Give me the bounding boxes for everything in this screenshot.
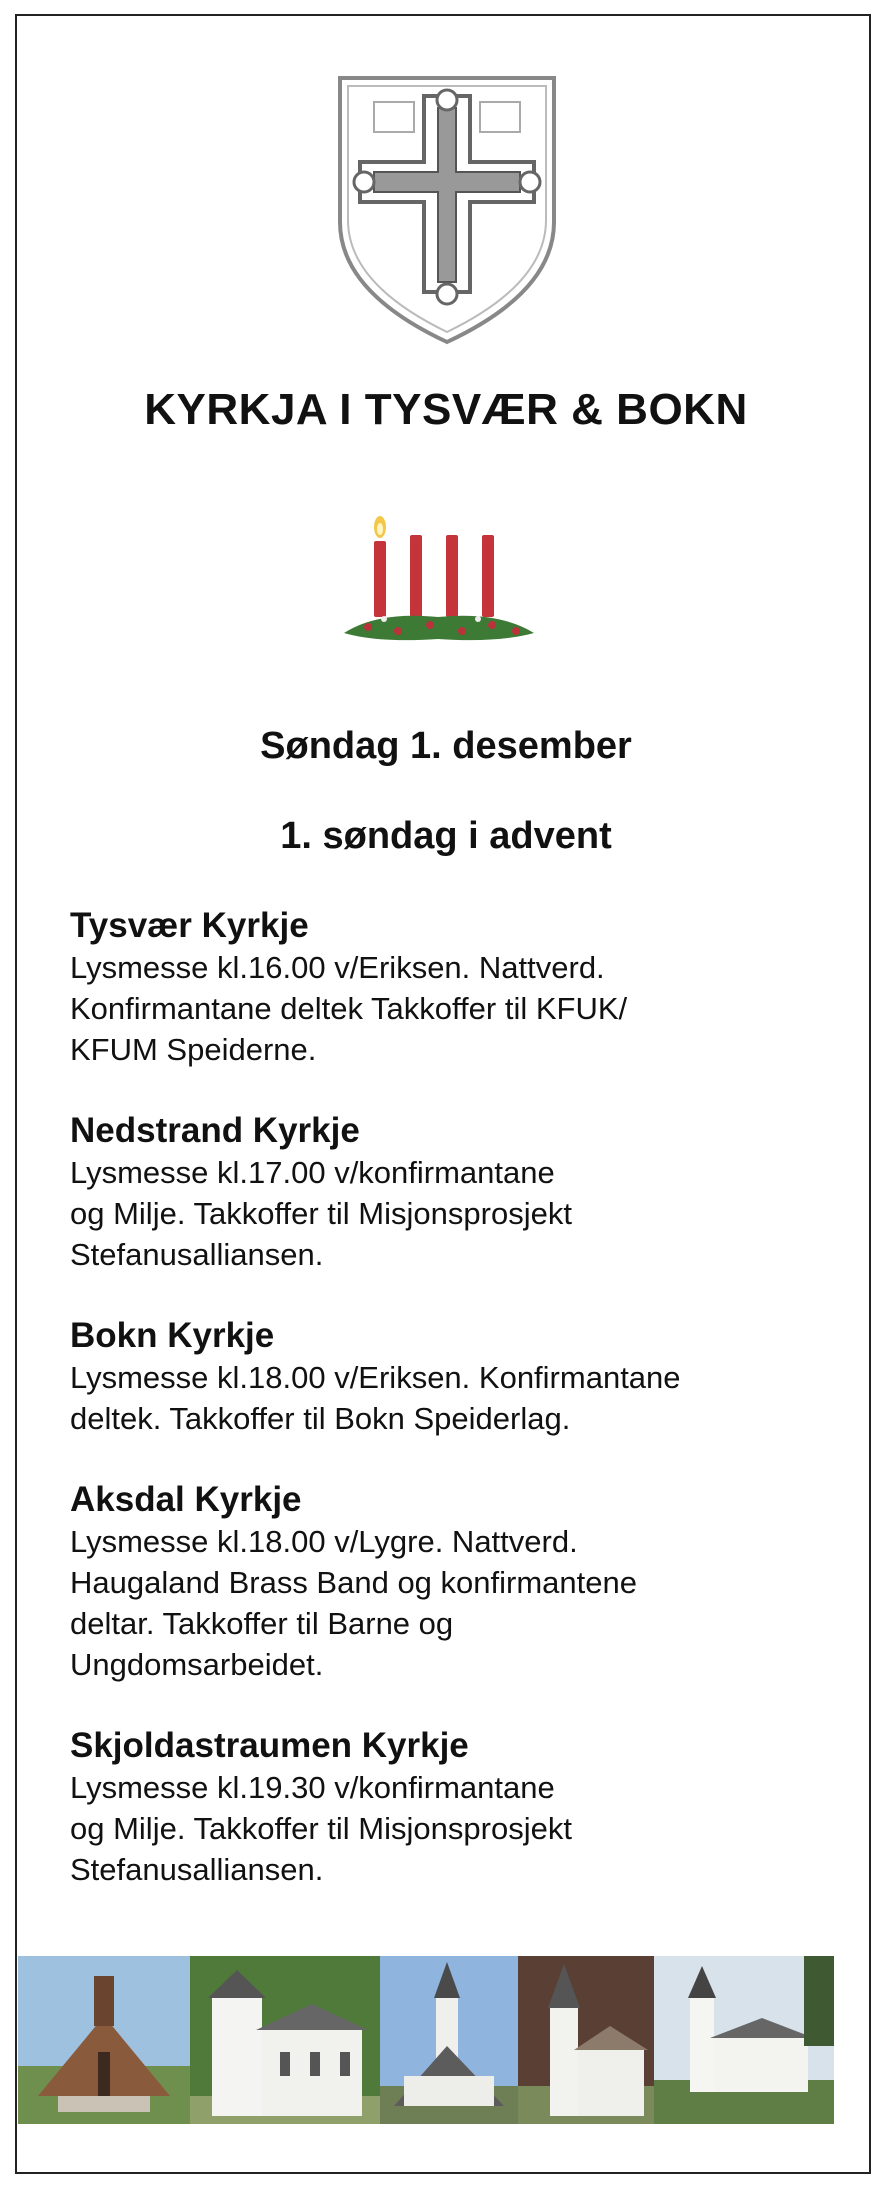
page-title: KYRKJA I TYSVÆR & BOKN [144, 385, 748, 434]
church-photo [518, 1956, 654, 2124]
church-name: Aksdal Kyrkje [70, 1480, 302, 1519]
service-item [70, 905, 850, 1070]
service-item [70, 1315, 850, 1439]
service-description: Lysmesse kl.16.00 v/Eriksen. Nattverd. Konfirmantane deltek Takkoffer til KFUK/ KFUM Speiderne. [70, 950, 628, 1067]
church-photo [654, 1956, 834, 2124]
service-description: Lysmesse kl.17.00 v/konfirmantane og Milje. Takkoffer til Misjonsprosjekt Stefanusalliansen. [70, 1155, 572, 1272]
service-description: Lysmesse kl.18.00 v/Lygre. Nattverd. Haugaland Brass Band og konfirmantene deltar. Takkoffer til Barne og Ungdomsarbeidet. [70, 1524, 637, 1682]
service-item [70, 1725, 850, 1890]
church-name: Nedstrand Kyrkje [70, 1111, 360, 1150]
liturgical-occasion: 1. søndag i advent [280, 815, 612, 857]
service-list [70, 905, 850, 1930]
service-item [70, 1479, 850, 1685]
church-of-norway-cross-shield-icon [334, 72, 560, 348]
church-name: Bokn Kyrkje [70, 1316, 275, 1355]
church-photo [18, 1956, 190, 2124]
service-item [70, 1110, 850, 1275]
church-photo [190, 1956, 380, 2124]
service-description: Lysmesse kl.18.00 v/Eriksen. Konfirmantane deltek. Takkoffer til Bokn Speiderlag. [70, 1360, 681, 1436]
church-photo [380, 1956, 518, 2124]
service-description: Lysmesse kl.19.30 v/konfirmantane og Milje. Takkoffer til Misjonsprosjekt Stefanusalliansen. [70, 1770, 572, 1887]
church-photo-strip [18, 1956, 870, 2124]
advent-candles-wreath-icon [338, 515, 538, 650]
church-name: Skjoldastraumen Kyrkje [70, 1726, 469, 1765]
service-date: Søndag 1. desember [260, 725, 632, 767]
church-name: Tysvær Kyrkje [70, 906, 309, 945]
